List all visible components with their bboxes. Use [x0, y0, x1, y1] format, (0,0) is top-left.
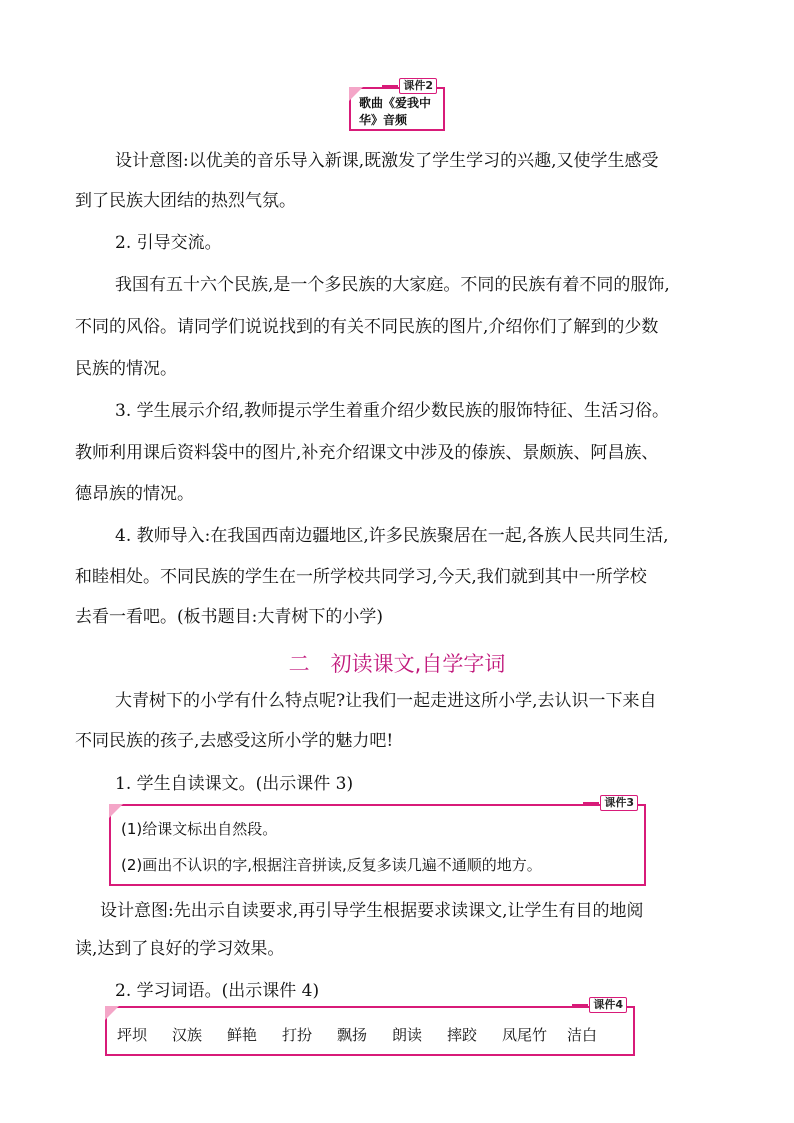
vocabulary-word: 坪坝	[117, 1026, 148, 1044]
vocabulary-word: 汉族	[172, 1026, 203, 1044]
paragraph-line: 不同民族的孩子,去感受这所小学的魅力吧!	[75, 731, 394, 751]
courseware-3-card	[109, 796, 646, 886]
courseware-4-card	[105, 998, 635, 1056]
courseware-tag: 课件4	[589, 997, 627, 1013]
vocabulary-word: 打扮	[282, 1026, 313, 1044]
vocabulary-word: 朗读	[392, 1026, 423, 1044]
step-item: 2. 引导交流。	[115, 233, 222, 253]
card-corner	[105, 1006, 119, 1020]
paragraph-line: 3. 学生展示介绍,教师提示学生着重介绍少数民族的服饰特征、生活习俗。	[115, 401, 670, 421]
card-text: (2)画出不认识的字,根据注音拼读,反复多读几遍不通顺的地方。	[121, 856, 542, 874]
card-text: 歌曲《爱我中	[359, 96, 432, 110]
paragraph-line: 去看一看吧。(板书题目:大青树下的小学)	[75, 607, 383, 627]
card-text: 华》音频	[359, 113, 408, 127]
design-intent-line: 设计意图:以优美的音乐导入新课,既激发了学生学习的兴趣,又使学生感受	[115, 151, 659, 171]
courseware-2-card	[349, 79, 445, 131]
paragraph-line: 德昂族的情况。	[75, 484, 194, 504]
card-corner	[109, 804, 123, 818]
card-text: (1)给课文标出自然段。	[121, 820, 278, 838]
vocabulary-word: 飘扬	[337, 1026, 368, 1044]
paragraph-line: 我国有五十六个民族,是一个多民族的大家庭。不同的民族有着不同的服饰,	[115, 275, 670, 295]
vocabulary-list	[117, 1024, 622, 1045]
design-intent-line: 设计意图:先出示自读要求,再引导学生根据要求读课文,让学生有目的地阅	[100, 901, 644, 921]
vocabulary-word: 鲜艳	[227, 1026, 258, 1044]
paragraph-line: 民族的情况。	[75, 359, 177, 379]
vocabulary-word: 洁白	[567, 1026, 598, 1044]
design-intent-line: 读,达到了良好的学习效果。	[75, 939, 285, 959]
paragraph-line: 教师利用课后资料袋中的图片,补充介绍课文中涉及的傣族、景颇族、阿昌族、	[75, 443, 659, 463]
paragraph-line: 4. 教师导入:在我国西南边疆地区,许多民族聚居在一起,各族人民共同生活,	[115, 526, 669, 546]
paragraph-line: 和睦相处。不同民族的学生在一所学校共同学习,今天,我们就到其中一所学校	[75, 567, 647, 587]
paragraph-line: 大青树下的小学有什么特点呢?让我们一起走进这所小学,去认识一下来自	[115, 691, 657, 711]
paragraph-line: 不同的风俗。请同学们说说找到的有关不同民族的图片,介绍你们了解到的少数	[75, 317, 659, 337]
vocabulary-word: 摔跤	[447, 1026, 478, 1044]
section-heading: 二 初读课文,自学字词	[288, 652, 506, 676]
courseware-tag: 课件2	[399, 78, 437, 94]
courseware-tag: 课件3	[600, 795, 638, 811]
step-item: 2. 学习词语。(出示课件 4)	[115, 981, 320, 1001]
design-intent-line: 到了民族大团结的热烈气氛。	[75, 191, 296, 211]
step-item: 1. 学生自读课文。(出示课件 3)	[115, 774, 354, 794]
vocabulary-word: 凤尾竹	[502, 1026, 548, 1044]
